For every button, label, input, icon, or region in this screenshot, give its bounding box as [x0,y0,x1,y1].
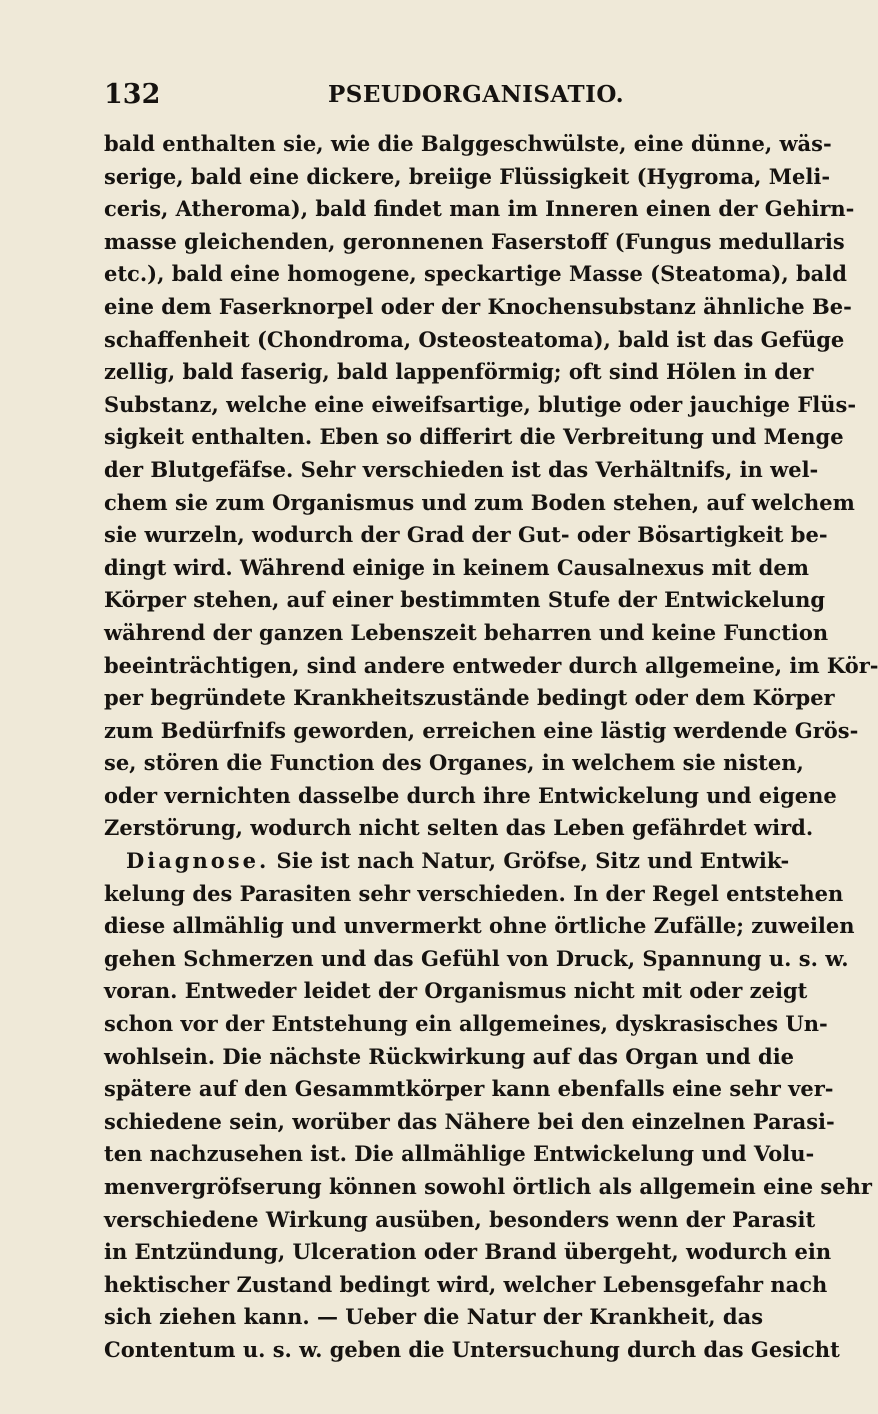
text-line: kelung des Parasiten sehr verschieden. In der Regel entstehen [104,880,844,906]
text-line: ceris, Atheroma), bald findet man im Inneren einen der Gehirn- [104,196,855,222]
text-line: schaffenheit (Chondroma, Osteosteatoma), bald ist das Gefüge [104,326,845,352]
text-line: menvergröfserung können sowohl örtlich als allgemein eine sehr [104,1174,872,1199]
text-line: zum Bedürfnifs geworden, erreichen eine lästig werdende Grös- [104,717,859,743]
running-title: PSEUDORGANISATIO. [328,81,625,108]
diagnose-paragraph-start [104,845,790,878]
text-line: schiedene sein, worüber das Nähere bei den einzelnen Parasi- [104,1108,835,1134]
text-line: sigkeit enthalten. Eben so differirt die Verbreitung und Menge [104,424,844,450]
text-line: schon vor der Entstehung ein allgemeines, dyskrasisches Un- [104,1011,828,1037]
text-line: wohlsein. Die nächste Rückwirkung auf das Organ und die [104,1043,795,1069]
text-line: zellig, bald faserig, bald lappenförmig; oft sind Hölen in der [104,359,814,385]
text-line: per begründete Krankheitszustände bedingt oder dem Körper [104,685,835,711]
text-line: chem sie zum Organismus und zum Boden stehen, auf welchem [104,489,855,515]
text-line: voran. Entweder leidet der Organismus nicht mit oder zeigt [104,978,808,1004]
text-line: se, stören die Function des Organes, in welchem sie nisten, [104,750,804,776]
text-line: spätere auf den Gesammtkörper kann ebenfalls eine sehr ver- [104,1076,834,1102]
text-line: Zerstörung, wodurch nicht selten das Leben gefährdet wird. [104,815,814,841]
diagnose-first-line: Sie ist nach Natur, Gröfse, Sitz und Entwik- [269,848,790,874]
running-head [104,75,744,115]
text-line: Körper stehen, auf einer bestimmten Stufe der Entwickelung [104,587,826,613]
text-line: der Blutgefäfse. Sehr verschieden ist das Verhältnifs, in wel- [104,456,819,482]
text-line: masse gleichenden, geronnenen Faserstoff (Fungus medullaris [104,228,845,254]
text-line: verschiedene Wirkung ausüben, besonders wenn der Parasit [104,1206,816,1232]
text-line: dingt wird. Während einige in keinem Causalnexus mit dem [104,554,809,580]
text-line: sie wurzeln, wodurch der Grad der Gut- oder Bösartigkeit be- [104,522,828,548]
text-line: Substanz, welche eine eiweifsartige, blutige oder jauchige Flüs- [104,391,857,417]
text-line: diese allmählig und unvermerkt ohne örtliche Zufälle; zuweilen [104,913,855,939]
text-line: oder vernichten dasselbe durch ihre Entwickelung und eigene [104,782,837,808]
text-line: während der ganzen Lebenszeit beharren und keine Function [104,619,829,645]
text-line: ten nachzusehen ist. Die allmählige Entwickelung und Volu- [104,1141,815,1167]
diagnose-heading: Diagnose. [126,848,270,874]
text-line: sich ziehen kann. — Ueber die Natur der Krankheit, das [104,1304,764,1330]
text-line: eine dem Faserknorpel oder der Knochensubstanz ähnliche Be- [104,293,852,319]
body-text [104,128,878,1367]
page-number: 132 [104,79,161,110]
text-line: serige, bald eine dickere, breiige Flüssigkeit (Hygroma, Meli- [104,163,831,189]
text-line: beeinträchtigen, sind andere entweder durch allgemeine, im Kör- [104,652,878,678]
text-line: in Entzündung, Ulceration oder Brand übergeht, wodurch ein [104,1239,832,1265]
text-line: etc.), bald eine homogene, speckartige Masse (Steatoma), bald [104,261,847,287]
text-line: hektischer Zustand bedingt wird, welcher Lebensgefahr nach [104,1271,828,1297]
text-line: bald enthalten sie, wie die Balggeschwülste, eine dünne, wäs- [104,131,832,156]
text-line: Contentum u. s. w. geben die Untersuchung durch das Gesicht [104,1336,840,1362]
text-line: gehen Schmerzen und das Gefühl von Druck, Spannung u. s. w. [104,945,849,971]
